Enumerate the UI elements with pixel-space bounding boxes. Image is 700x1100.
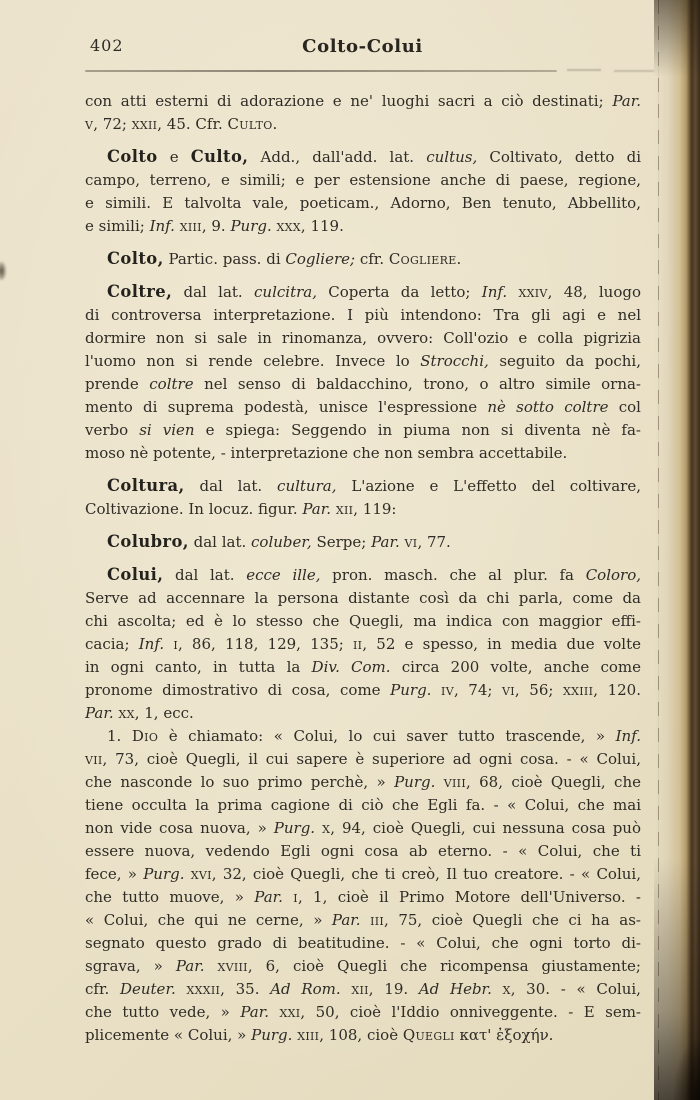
- text-run: coluber,: [251, 533, 312, 551]
- text-run: Par.: [302, 500, 332, 518]
- text-run: , 74;: [453, 681, 503, 699]
- text-line: [85, 702, 641, 725]
- text-run: dal lat.: [172, 283, 255, 301]
- text-line: [85, 817, 641, 840]
- paragraph-entry-colto-e-culto: [85, 145, 641, 238]
- text-run: [164, 635, 173, 653]
- text-block: [85, 90, 641, 1047]
- text-run: essere nuova, vedendo Egli ogni cosa ab eterno. - « Colui, che ti: [85, 842, 641, 860]
- text-line: [85, 327, 641, 350]
- text-run: , 52 e spesso, in media due volte: [362, 635, 642, 653]
- text-line: [85, 840, 641, 863]
- text-line: [85, 192, 641, 215]
- text-line: [85, 633, 641, 656]
- text-run: vii: [85, 750, 103, 768]
- text-run: segnato questo grado di beatitudine. - « Colui, che ogni torto di-: [85, 934, 641, 952]
- text-run: Coperta da letto;: [316, 283, 482, 301]
- text-run: [269, 1003, 279, 1021]
- text-line: [85, 863, 641, 886]
- text-run: Purg.: [390, 681, 432, 699]
- text-run: xx: [118, 704, 135, 722]
- page-number: 402: [90, 36, 124, 55]
- paragraph-colui-section-1-dio: [85, 725, 641, 1047]
- text-run: .: [272, 115, 278, 133]
- text-run: , 73, cioè Quegli, il cui sapere è superiore ad ogni cosa. - « Colui,: [102, 750, 641, 768]
- text-run: , 1, cioè il Primo Motore dell'Universo. -: [297, 888, 641, 906]
- paragraph-entry-colubro: [85, 530, 641, 554]
- text-run: dormire non si sale in rinomanza, ovvero: Coll'ozio e colla pigrizia: [85, 329, 641, 347]
- text-run: Coltura,: [107, 476, 185, 495]
- text-run: Serpe;: [311, 533, 372, 551]
- text-run: col: [608, 398, 641, 416]
- text-run: fece, »: [85, 865, 144, 883]
- text-run: vi: [404, 533, 418, 551]
- text-run: xvi: [190, 865, 212, 883]
- text-run: Dio: [131, 727, 159, 745]
- text-run: Culto: [227, 115, 273, 133]
- text-run: xiii: [179, 217, 202, 235]
- text-run: di controversa interpretazione. I più intendono: Tra gli agi e nel: [85, 306, 641, 324]
- text-run: Colto,: [107, 249, 164, 268]
- text-line: [85, 474, 641, 498]
- text-run: Colto: [107, 147, 158, 166]
- text-run: Colubro,: [107, 532, 189, 551]
- text-line: [85, 886, 641, 909]
- text-run: « Colui, che qui ne cerne, »: [85, 911, 332, 929]
- text-run: Par.: [240, 1003, 269, 1021]
- text-run: e simili. E talvolta vale, poeticam., Adorno, Ben tenuto, Abbellito,: [85, 194, 641, 212]
- text-run: [492, 980, 503, 998]
- text-run: Coltre,: [107, 282, 173, 301]
- text-run: Div. Com.: [311, 658, 391, 676]
- header-rule-dash: [614, 70, 654, 72]
- text-line: [85, 909, 641, 932]
- text-run: , 32, cioè Quegli, che ti creò, Il tuo creatore. - « Colui,: [211, 865, 641, 883]
- text-run: cultus,: [426, 148, 478, 166]
- text-run: Par.: [612, 92, 641, 110]
- text-run: , 19.: [368, 980, 419, 998]
- text-run: Cogliere: [388, 250, 457, 268]
- text-run: , 77.: [417, 533, 451, 551]
- text-run: Quegli: [402, 1026, 455, 1044]
- paragraph-entry-coltura: [85, 474, 641, 521]
- paragraph-culto-continuation: [85, 90, 641, 136]
- text-run: xxxii: [186, 980, 221, 998]
- text-run: è chiamato: « Colui, lo cui saver tutto trascende, »: [158, 727, 616, 745]
- paragraph-entry-coltre: [85, 280, 641, 465]
- text-run: sgrava, »: [85, 957, 176, 975]
- text-run: Deuter.: [119, 980, 176, 998]
- text-run: , 50, cioè l'Iddio onniveggente. - E sem-: [300, 1003, 641, 1021]
- text-run: , 120.: [593, 681, 641, 699]
- text-line: [85, 1024, 641, 1047]
- text-run: seguito da pochi,: [488, 352, 641, 370]
- text-line: [85, 955, 641, 978]
- text-run: circa 200 volte, anche come: [390, 658, 641, 676]
- text-line: [85, 978, 641, 1001]
- page-header: [85, 36, 640, 62]
- text-run: Ad Hebr.: [418, 980, 492, 998]
- text-run: xii: [351, 980, 369, 998]
- text-run: Inf.: [615, 727, 641, 745]
- text-run: Add., dall'add. lat.: [248, 148, 427, 166]
- text-run: Coloro,: [585, 566, 641, 584]
- text-run: Purg.: [143, 865, 185, 883]
- text-run: verbo: [85, 421, 140, 439]
- text-line: [85, 304, 641, 327]
- text-run: vi: [502, 681, 515, 699]
- text-run: xxiv: [518, 283, 548, 301]
- text-line: [85, 113, 641, 136]
- text-run: iii: [370, 911, 385, 929]
- text-line: [85, 169, 641, 192]
- text-run: Culto,: [190, 147, 249, 166]
- page-edge-shadow: [654, 0, 700, 1100]
- text-run: dal lat.: [184, 477, 278, 495]
- text-run: i: [173, 635, 178, 653]
- text-run: Par.: [175, 957, 205, 975]
- text-run: [315, 819, 322, 837]
- text-run: Par.: [371, 533, 400, 551]
- text-run: cfr.: [355, 250, 389, 268]
- text-run: mento di suprema podestà, unisce l'espressione: [85, 398, 488, 416]
- text-run: Purg.: [273, 819, 316, 837]
- text-run: pronome dimostrativo di cosa, come: [85, 681, 391, 699]
- text-run: xii: [335, 500, 354, 518]
- text-run: [361, 911, 371, 929]
- text-run: i: [293, 888, 298, 906]
- text-run: , 56;: [514, 681, 564, 699]
- text-line: [85, 563, 641, 587]
- text-run: Coltivato, detto di: [477, 148, 641, 166]
- text-run: Par.: [331, 911, 361, 929]
- text-run: che tutto vede, »: [85, 1003, 241, 1021]
- text-run: chi ascolta; ed è lo stesso che Quegli, ma indica con maggior effi-: [85, 612, 641, 630]
- margin-smudge: [0, 262, 6, 280]
- text-run: Purg.: [251, 1026, 293, 1044]
- text-run: si vien: [139, 421, 195, 439]
- text-run: prende: [85, 375, 150, 393]
- text-run: xiii: [297, 1026, 320, 1044]
- text-run: v: [85, 115, 94, 133]
- text-run: che nasconde lo suo primo perchè, »: [85, 773, 395, 791]
- text-run: Par.: [85, 704, 114, 722]
- header-rule-dash: [567, 69, 601, 71]
- text-run: l'uomo non si rende celebre. Invece lo: [85, 352, 421, 370]
- text-run: , 48, luogo: [547, 283, 642, 301]
- text-run: , 30. - « Colui,: [510, 980, 641, 998]
- text-run: , 45. Cfr.: [157, 115, 228, 133]
- text-run: xviii: [217, 957, 248, 975]
- text-run: [176, 980, 187, 998]
- text-run: che tutto muove, »: [85, 888, 255, 906]
- text-run: [341, 980, 352, 998]
- text-run: ecce ille,: [246, 566, 321, 584]
- text-run: xxiii: [563, 681, 594, 699]
- text-line: [85, 419, 641, 442]
- text-line: [85, 280, 641, 304]
- text-run: , 119:: [353, 500, 397, 518]
- running-head-title: Colto-Colui: [302, 36, 423, 57]
- text-run: dal lat.: [188, 533, 252, 551]
- corner-shadow: [674, 1040, 700, 1100]
- text-run: nè sotto coltre: [487, 398, 609, 416]
- paragraph-entry-colui: [85, 563, 641, 725]
- text-run: e: [157, 148, 191, 166]
- text-run: cfr.: [85, 980, 120, 998]
- text-run: L'azione e L'effetto del coltivare,: [336, 477, 641, 495]
- text-run: viii: [443, 773, 466, 791]
- text-run: κατ' ἐξοχήν.: [454, 1026, 554, 1044]
- text-run: 1.: [107, 727, 132, 745]
- text-run: Serve ad accennare la persona distante così da chi parla, come da: [85, 589, 641, 607]
- text-run: pron. masch. che al plur. fa: [320, 566, 586, 584]
- text-run: Colui,: [107, 565, 164, 584]
- text-run: e simili;: [85, 217, 150, 235]
- text-line: [85, 373, 641, 396]
- text-run: iv: [441, 681, 454, 699]
- text-run: [204, 957, 217, 975]
- text-line: [85, 679, 641, 702]
- text-run: moso nè potente, - interpretazione che non sembra accettabile.: [85, 444, 568, 462]
- text-line: [85, 1001, 641, 1024]
- text-run: tiene occulta la prima cagione di ciò che Egli fa. - « Colui, che mai: [85, 796, 641, 814]
- text-run: Inf.: [149, 217, 175, 235]
- text-line: [85, 215, 641, 238]
- text-run: plicemente « Colui, »: [85, 1026, 252, 1044]
- text-run: Inf.: [138, 635, 165, 653]
- text-run: xxi: [279, 1003, 301, 1021]
- text-run: x: [322, 819, 331, 837]
- text-line: [85, 794, 641, 817]
- text-line: [85, 932, 641, 955]
- text-line: [85, 396, 641, 419]
- text-line: [85, 656, 641, 679]
- text-run: ii: [353, 635, 363, 653]
- text-run: , 72;: [93, 115, 132, 133]
- text-run: Purg.: [394, 773, 436, 791]
- text-line: [85, 145, 641, 169]
- text-run: Par.: [254, 888, 283, 906]
- text-run: coltre: [149, 375, 194, 393]
- text-line: [85, 90, 641, 113]
- text-run: culcitra,: [254, 283, 317, 301]
- text-run: x: [502, 980, 511, 998]
- text-run: Coltivazione. In locuz. figur.: [85, 500, 303, 518]
- text-run: cacia;: [85, 635, 139, 653]
- text-run: , 108, cioè: [319, 1026, 403, 1044]
- text-run: , 6, cioè Quegli che ricompensa giustamente;: [247, 957, 641, 975]
- text-run: , 86, 118, 129, 135;: [177, 635, 354, 653]
- text-line: [85, 610, 641, 633]
- text-run: campo, terreno, e simili; e per estensione anche di paese, regione,: [85, 171, 641, 189]
- text-line: [85, 530, 641, 554]
- text-run: [431, 681, 441, 699]
- text-run: , 68, cioè Quegli, che: [465, 773, 641, 791]
- text-line: [85, 771, 641, 794]
- text-run: con atti esterni di adorazione e ne' luoghi sacri a ciò destinati;: [85, 92, 613, 110]
- text-run: cultura,: [277, 477, 337, 495]
- text-run: , 119.: [300, 217, 344, 235]
- text-line: [85, 748, 641, 771]
- text-run: [435, 773, 443, 791]
- text-run: Ad Rom.: [270, 980, 341, 998]
- text-line: [85, 725, 641, 748]
- header-rule: [85, 70, 557, 72]
- text-line: [85, 442, 641, 465]
- text-run: in ogni canto, in tutta la: [85, 658, 312, 676]
- text-run: .: [456, 250, 462, 268]
- text-run: nel senso di baldacchino, trono, o altro simile orna-: [193, 375, 641, 393]
- text-run: non vide cosa nuova, »: [85, 819, 274, 837]
- text-run: e spiega: Seggendo in piuma non si diventa nè fa-: [194, 421, 641, 439]
- text-run: [507, 283, 518, 301]
- text-run: Purg.: [230, 217, 272, 235]
- text-run: xxii: [131, 115, 158, 133]
- text-run: , 9.: [201, 217, 231, 235]
- text-run: , 75, cioè Quegli che ci ha as-: [384, 911, 641, 929]
- text-run: Inf.: [481, 283, 508, 301]
- text-line: [85, 587, 641, 610]
- paragraph-entry-colto-partic: [85, 247, 641, 271]
- text-run: Partic. pass. di: [163, 250, 286, 268]
- text-run: [283, 888, 293, 906]
- text-line: [85, 350, 641, 373]
- text-line: [85, 247, 641, 271]
- text-run: dal lat.: [163, 566, 247, 584]
- text-run: , 35.: [220, 980, 271, 998]
- text-run: Cogliere;: [285, 250, 356, 268]
- text-run: , 1, ecc.: [134, 704, 194, 722]
- text-run: , 94, cioè Quegli, cui nessuna cosa può: [330, 819, 641, 837]
- text-run: Strocchi,: [420, 352, 489, 370]
- text-run: xxx: [276, 217, 301, 235]
- text-line: [85, 498, 641, 521]
